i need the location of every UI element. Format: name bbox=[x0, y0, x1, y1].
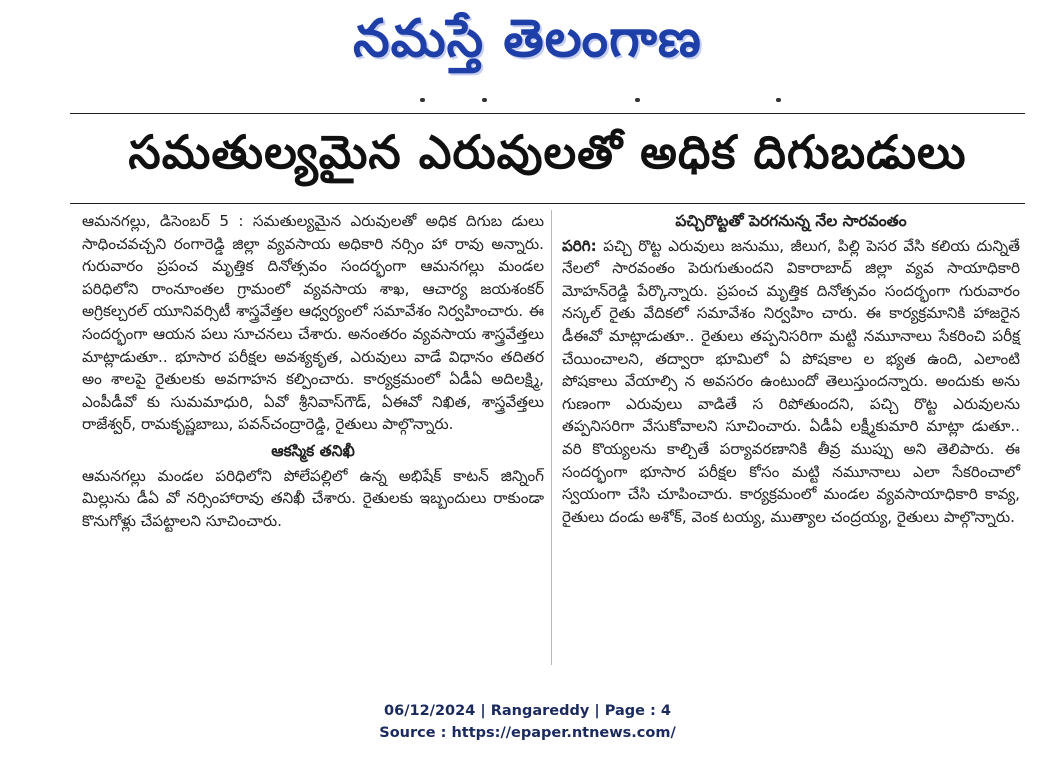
article-headline: సమతుల్యమైన ఎరువులతో అధిక దిగుబడులు bbox=[128, 125, 967, 179]
page-footer bbox=[0, 700, 1055, 744]
tagline-dot bbox=[482, 98, 487, 102]
right-subheading: పచ్చిరొట్టతో పెరగనున్న నేల సారవంతం bbox=[675, 212, 907, 230]
right-dateline: పరిగి: bbox=[562, 236, 597, 255]
column-divider bbox=[551, 210, 552, 665]
left-article-body-2: ఆమనగల్లు మండల పరిధిలోని పోలేపల్లిలో ఉన్న అభిషేక్ కాటన్ జిన్నింగ్ మిల్లును డీఏ వో నర్సింహారావు తనిఖీ చేశారు. రైతులకు ఇబ్బందులు రాకుండా కొనుగోళ్లు చేపట్టాలని సూచించారు. bbox=[82, 466, 544, 530]
tagline-dot bbox=[776, 98, 781, 102]
masthead bbox=[0, 0, 1055, 78]
newspaper-logo: నమస్తే తెలంగాణ bbox=[353, 9, 702, 69]
tagline-strip bbox=[70, 96, 1025, 104]
left-article-body: ఆమనగల్లు, డిసెంబర్ 5 : సమతుల్యమైన ఎరువులతో అధిక దిగుబ డులు సాధించవచ్చని రంగారెడ్డి జిల్లా వ్యవసాయ అధికారి నర్సిం హా రావు అన్నారు. గురువారం ప్రపంచ మృత్తిక దినోత్సవం సందర్భంగా ఆమనగల్లు మండల పరిధిలోని రాంనూంతల గ్రామంలో వ్యవసాయ శాఖ, ఆచార్య జయశంకర్ అగ్రికల్చరల్ యూనివర్సిటీ శాస్త్రవేత్తల ఆధ్వర్యంలో సమావేశం నిర్వహించారు. ఈ సందర్భంగా ఆయన పలు సూచనలు చేశారు. అనంతరం వ్యవసాయ శాస్త్రవేత్తలు మాట్లాడుతూ.. భూసార పరీక్షల అవశ్యకృత, ఎరువులు వాడే విధానం తదితర అం శాలపై రైతులకు అవగాహన కల్పించారు. కార్యక్రమంలో ఏడీఏ అదిలక్ష్మి, ఎంపీడీవో కు సుమమాధురి, ఏవో శ్రీనివాస్‌గౌడ్, ఏఈవో నిఖిత, శాస్త్రవేత్తలు రాజేశ్వర్, రామకృష్ణబాబు, పవన్‌చంద్రారెడ్డి, రైతులు పాల్గొన్నారు. bbox=[82, 212, 544, 434]
right-article-body: పచ్చి రొట్ట ఎరువులు జనుము, జీలుగ, పిల్లి పెసర వేసి కలియ దున్నితే నేలలో సారవంతం పెరుగుతుందని వికారాబాద్ జిల్లా వ్యవ సాయాధికారి మోహన్‌రెడ్డి పేర్కొన్నారు. ప్రపంచ మృత్తిక దినోత్సవం సందర్భంగా గురువారం నస్కల్ రైతు వేదికలో సమావేశం నిర్వహిం చారు. ఈ కార్యక్రమానికి హాజరైన డీఈవో మాట్లాడుతూ.. రైతులు తప్పనిసరిగా మట్టి నమూనాలు సేకరించి పరీక్ష చేయించాలని, తద్వారా భూమిలో ఏ పోషకాల ల భ్యత ఉంది, ఎలాంటి పోషకాలు వేయాల్సి న అవసరం ఉంటుందో తెలుస్తుందన్నారు. అందుకు అను గుణంగా ఎరువులు వాడితే స రిపోతుందని, పచ్చి రొట్ట ఎరువులను తప్పనిసరిగా వేసుకోవాలని సూచించారు. ఏడీఏ లక్ష్మీకుమారి మాట్లా డుతూ.. వరి కొయ్యలను కాల్చితే పర్యావరణానికి తీవ్ర ముప్పు అని తెలిపారు. ఈ సందర్భంగా భూసార పరీక్షల కోసం మట్టి నమూనాలు ఎలా సేకరించాలో స్వయంగా చేసి చూపించారు. కార్యక్రమంలో మండల వ్యవసాయాధికారి కావ్య, రైతులు దండు అశోక్, వెంక టయ్య, ముత్యాల చంద్రయ్య, రైతులు పాల్గొన్నారు. bbox=[562, 236, 1020, 526]
left-subheading: ఆకస్మిక తనిఖీ bbox=[271, 441, 355, 460]
left-column bbox=[82, 210, 544, 665]
right-article-paragraph bbox=[562, 235, 1020, 529]
tagline-dot bbox=[420, 98, 425, 102]
headline-bottom-rule bbox=[70, 203, 1025, 204]
tagline-dot bbox=[635, 98, 640, 102]
footer-edition-info: 06/12/2024 | Rangareddy | Page : 4 bbox=[384, 703, 671, 719]
right-column bbox=[562, 210, 1020, 665]
headline-top-rule bbox=[70, 113, 1025, 114]
footer-source-link[interactable]: Source : https://epaper.ntnews.com/ bbox=[379, 725, 676, 741]
